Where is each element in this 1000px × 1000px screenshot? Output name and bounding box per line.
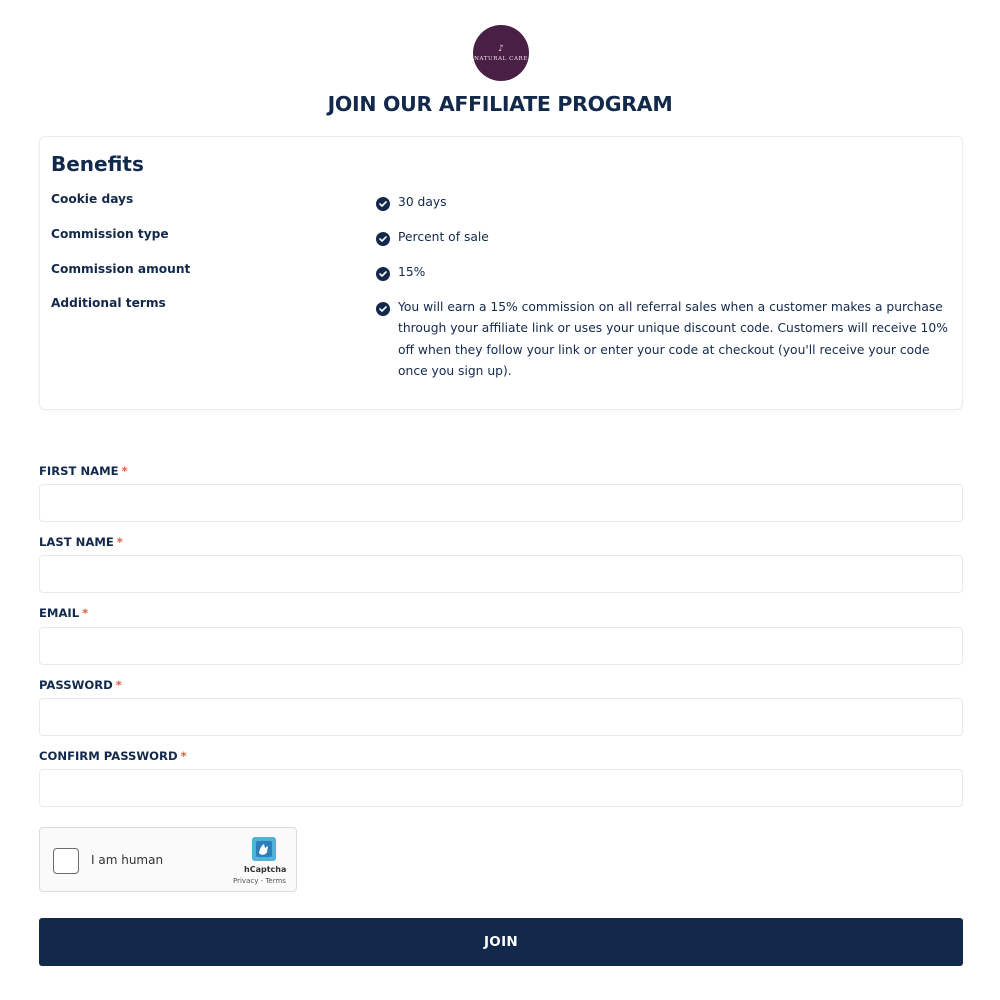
last-name-input[interactable] [39,555,963,593]
first-name-label [39,464,128,478]
benefit-value-text: You will earn a 15% commission on all referral sales when a customer makes a purchase through your affiliate link or uses your unique discount code. Customers will receive 10% off when they follow your link or enter your code at checkout (you'll receive your code once you sign up). [398,300,948,378]
benefits-card [39,136,963,410]
last-name-label [39,535,123,549]
required-marker: * [115,678,122,692]
hcaptcha-widget [39,827,297,892]
benefit-label-cookie-days: Cookie days [51,192,134,206]
hcaptcha-privacy-terms-links[interactable]: Privacy - Terms [233,877,286,885]
confirm-password-label-text: CONFIRM PASSWORD [39,749,178,763]
password-label-text: PASSWORD [39,678,113,692]
captcha-label: I am human [91,853,164,867]
password-input[interactable] [39,698,963,736]
first-name-label-text: FIRST NAME [39,464,119,478]
captcha-checkbox[interactable] [53,848,79,874]
page-title: JOIN OUR AFFILIATE PROGRAM [327,92,673,116]
benefit-value-text: 30 days [398,195,447,209]
check-circle-icon [376,197,390,211]
benefit-value-additional-terms [376,301,952,382]
benefit-label-additional-terms: Additional terms [51,296,166,310]
benefit-value-cookie-days [376,196,447,213]
email-label [39,606,88,620]
required-marker: * [82,606,89,620]
join-button[interactable]: JOIN [39,918,963,966]
benefit-value-text: 15% [398,265,426,279]
hcaptcha-name: hCaptcha [244,865,287,874]
benefit-value-commission-type [376,231,489,248]
brand-logo [473,25,529,81]
confirm-password-input[interactable] [39,769,963,807]
check-circle-icon [376,232,390,246]
benefit-label-commission-type: Commission type [51,227,169,241]
benefit-value-commission-amount [376,266,425,283]
last-name-label-text: LAST NAME [39,535,114,549]
email-input[interactable] [39,627,963,665]
email-label-text: EMAIL [39,606,80,620]
benefit-value-text: Percent of sale [398,230,489,244]
confirm-password-label [39,749,187,763]
check-circle-icon [376,267,390,281]
hcaptcha-logo-icon [249,834,279,864]
check-circle-icon [376,302,390,316]
logo-brand-text: NATURAL CARE [474,55,528,62]
password-label [39,678,122,692]
logo-leaf-icon: ♪ [498,43,504,54]
required-marker: * [116,535,123,549]
first-name-input[interactable] [39,484,963,522]
required-marker: * [180,749,187,763]
benefit-label-commission-amount: Commission amount [51,262,191,276]
required-marker: * [121,464,128,478]
benefits-title: Benefits [51,152,144,176]
